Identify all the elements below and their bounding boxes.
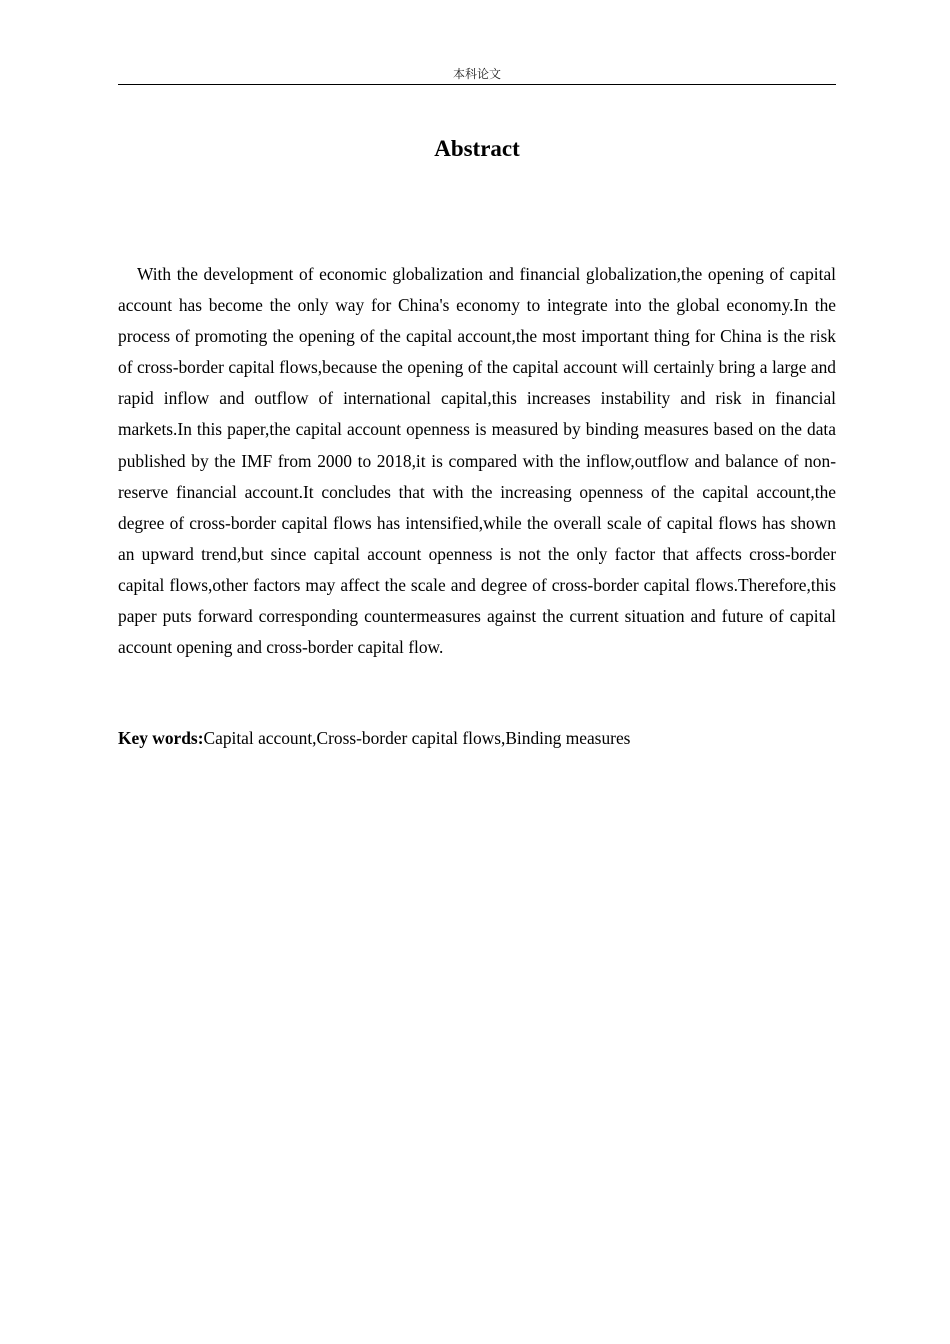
running-header-title: 本科论文 xyxy=(452,67,501,81)
running-header xyxy=(118,64,836,85)
abstract-body: With the development of economic globalization and financial globalization,the opening of capital account has become the only way for China's economy to integrate into the global economy.In the process of promoting the opening of the capital account,the most important thing for China is the risk of cross-border capital flows,because the opening of the capital account will certainly bring a large and rapid inflow and outflow of international capital,this increases instability and risk in financial markets.In this paper,the capital account openness is measured by binding measures based on the data published by the IMF from 2000 to 2018,it is compared with the inflow,outflow and balance of non-reserve financial account.It concludes that with the increasing openness of the capital account,the degree of cross-border capital flows has intensified,while the overall scale of capital flows has shown an upward trend,but since capital account openness is not the only factor that affects cross-border capital flows,other factors may affect the scale and degree of cross-border capital flows.Therefore,this paper puts forward corresponding countermeasures against the current situation and future of capital account opening and cross-border capital flow. xyxy=(118,264,836,658)
keywords-line xyxy=(118,723,836,754)
abstract-title: Abstract xyxy=(434,136,520,161)
keywords-value: Capital account,Cross-border capital flows,Binding measures xyxy=(203,728,631,748)
keywords-label: Key words: xyxy=(118,728,204,748)
